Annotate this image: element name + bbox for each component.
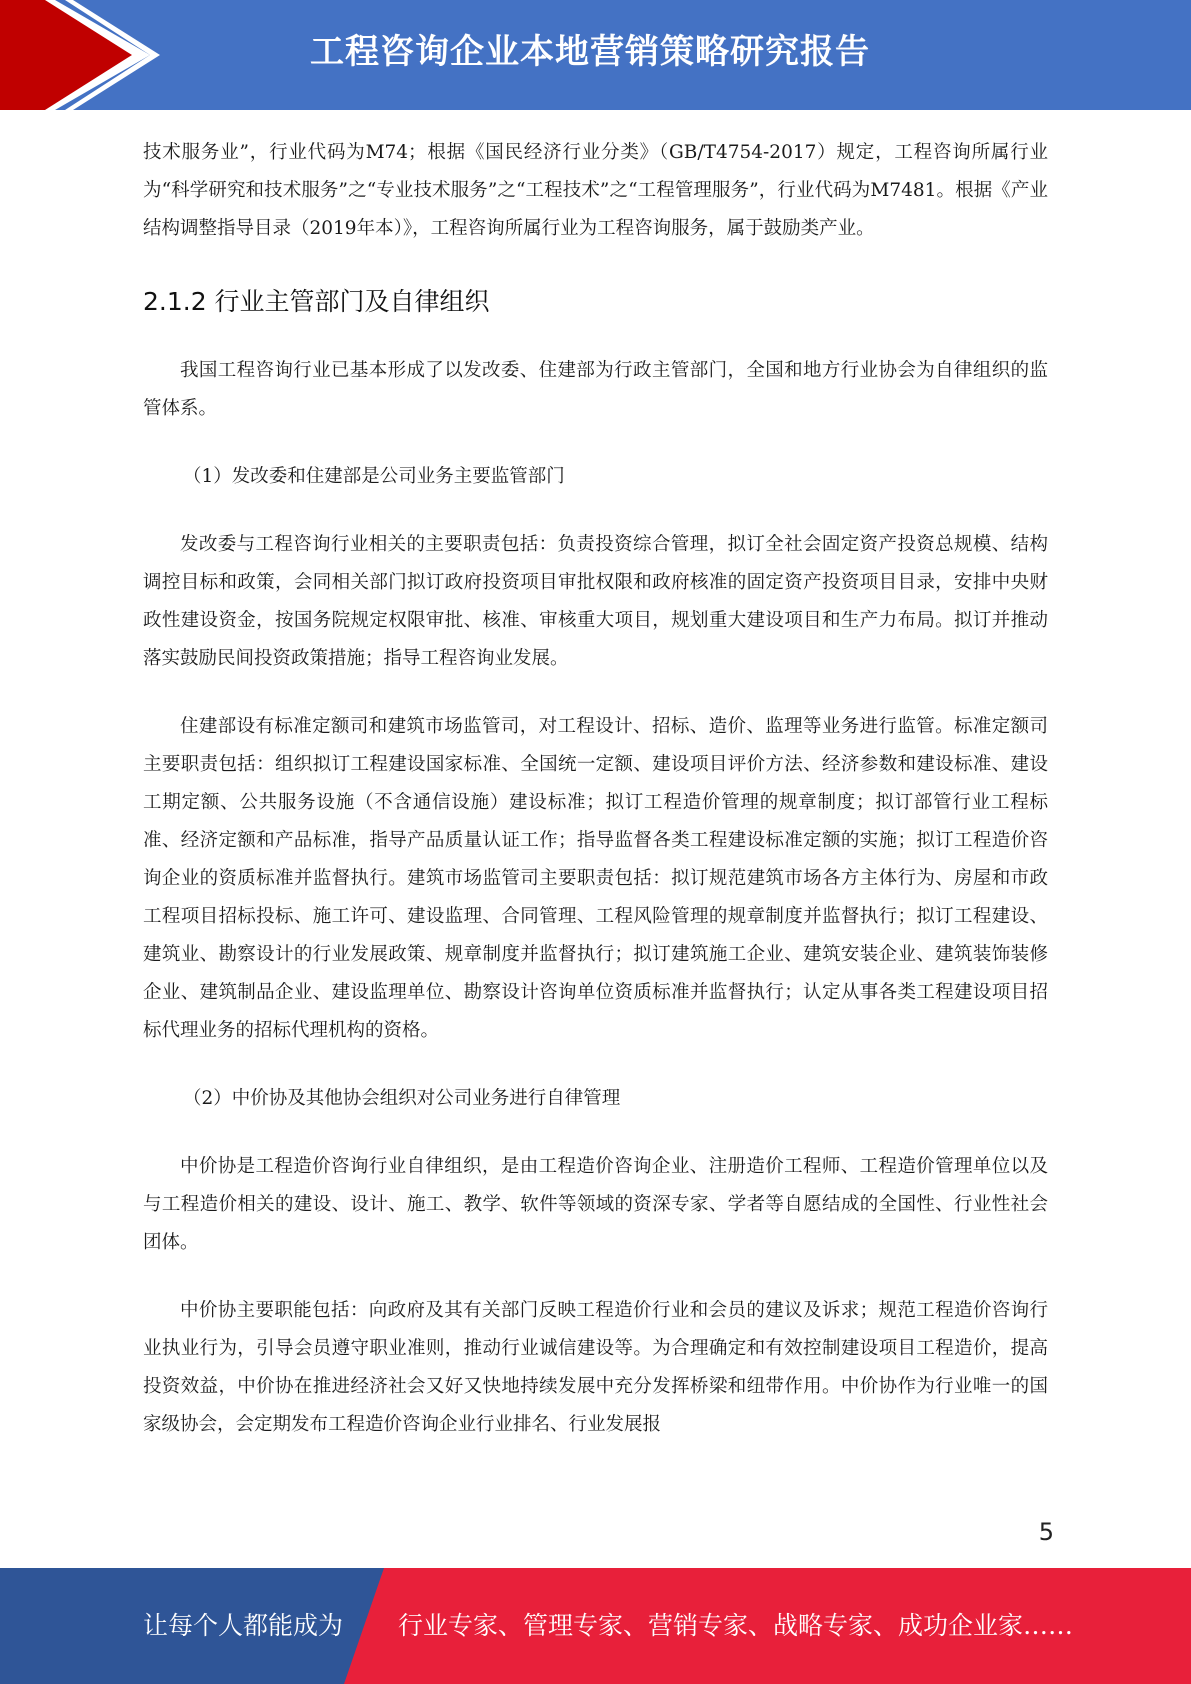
intro-paragraph: 技术服务业”，行业代码为M74；根据《国民经济行业分类》（GB/T4754-2017）规定，工程咨询所属行业为“科学研究和技术服务”之“专业技术服务”之“工程技术”之“工程管理服务”，行业代码为M7481。根据《产业结构调整指导目录（2019年本）》，工程咨询所属行业为工程咨询服务，属于鼓励类产业。 (143, 142, 1048, 239)
page-footer (0, 1568, 1191, 1684)
section-heading: 2.1.2 行业主管部门及自律组织 (143, 287, 490, 316)
paragraph-ndrc: 发改委与工程咨询行业相关的主要职责包括：负责投资综合管理，拟订全社会固定资产投资总规模、结构调控目标和政策，会同相关部门拟订政府投资项目审批权限和政府核准的固定资产投资项目目录，安排中央财政性建设资金，按国务院规定权限审批、核准、审核重大项目，规划重大建设项目和生产力布局。拟订并推动落实鼓励民间投资政策措施；指导工程咨询业发展。 (143, 534, 1048, 669)
page-number: 5 (1038, 1518, 1054, 1546)
footer-slogan-right: 行业专家、管理专家、营销专家、战略专家、成功企业家…… (398, 1611, 1074, 1640)
paragraph-ccea-functions: 中价协主要职能包括：向政府及其有关部门反映工程造价行业和会员的建议及诉求；规范工程造价咨询行业执业行为，引导会员遵守职业准则，推动行业诚信建设等。为合理确定和有效控制建设项目工程造价，提高投资效益，中价协在推进经济社会又好又快地持续发展中充分发挥桥梁和纽带作用。中价协作为行业唯一的国家级协会，会定期发布工程造价咨询企业行业排名、行业发展报 (143, 1300, 1048, 1435)
document-body (143, 134, 1048, 1444)
paragraph-ccea-intro: 中价协是工程造价咨询行业自律组织，是由工程造价咨询企业、注册造价工程师、工程造价管理单位以及与工程造价相关的建设、设计、施工、教学、软件等领域的资深专家、学者等自愿结成的全国性、行业性社会团体。 (143, 1156, 1048, 1253)
header-chevron-icon (0, 0, 160, 110)
page-header (0, 0, 1191, 110)
footer-slogan-left: 让每个人都能成为 (143, 1611, 344, 1640)
paragraph-mohurd: 住建部设有标准定额司和建筑市场监管司，对工程设计、招标、造价、监理等业务进行监管。标准定额司主要职责包括：组织拟订工程建设国家标准、全国统一定额、建设项目评价方法、经济参数和建设标准、建设工期定额、公共服务设施（不含通信设施）建设标准；拟订工程造价管理的规章制度；拟订部管行业工程标准、经济定额和产品标准，指导产品质量认证工作；指导监督各类工程建设标准定额的实施；拟订工程造价咨询企业的资质标准并监督执行。建筑市场监管司主要职责包括：拟订规范建筑市场各方主体行为、房屋和市政工程项目招标投标、施工许可、建设监理、合同管理、工程风险管理的规章制度并监督执行；拟订工程建设、建筑业、勘察设计的行业发展政策、规章制度并监督执行；拟订建筑施工企业、建筑安装企业、建筑装饰装修企业、建筑制品企业、建设监理单位、勘察设计咨询单位资质标准并监督执行；认定从事各类工程建设项目招标代理业务的招标代理机构的资格。 (143, 716, 1048, 1041)
report-title: 工程咨询企业本地营销策略研究报告 (310, 32, 870, 72)
paragraph-overview: 我国工程咨询行业已基本形成了以发改委、住建部为行政主管部门，全国和地方行业协会为自律组织的监管体系。 (143, 360, 1048, 419)
sub-heading-associations: （2）中价协及其他协会组织对公司业务进行自律管理 (183, 1088, 621, 1109)
sub-heading-regulators: （1）发改委和住建部是公司业务主要监管部门 (183, 466, 565, 487)
